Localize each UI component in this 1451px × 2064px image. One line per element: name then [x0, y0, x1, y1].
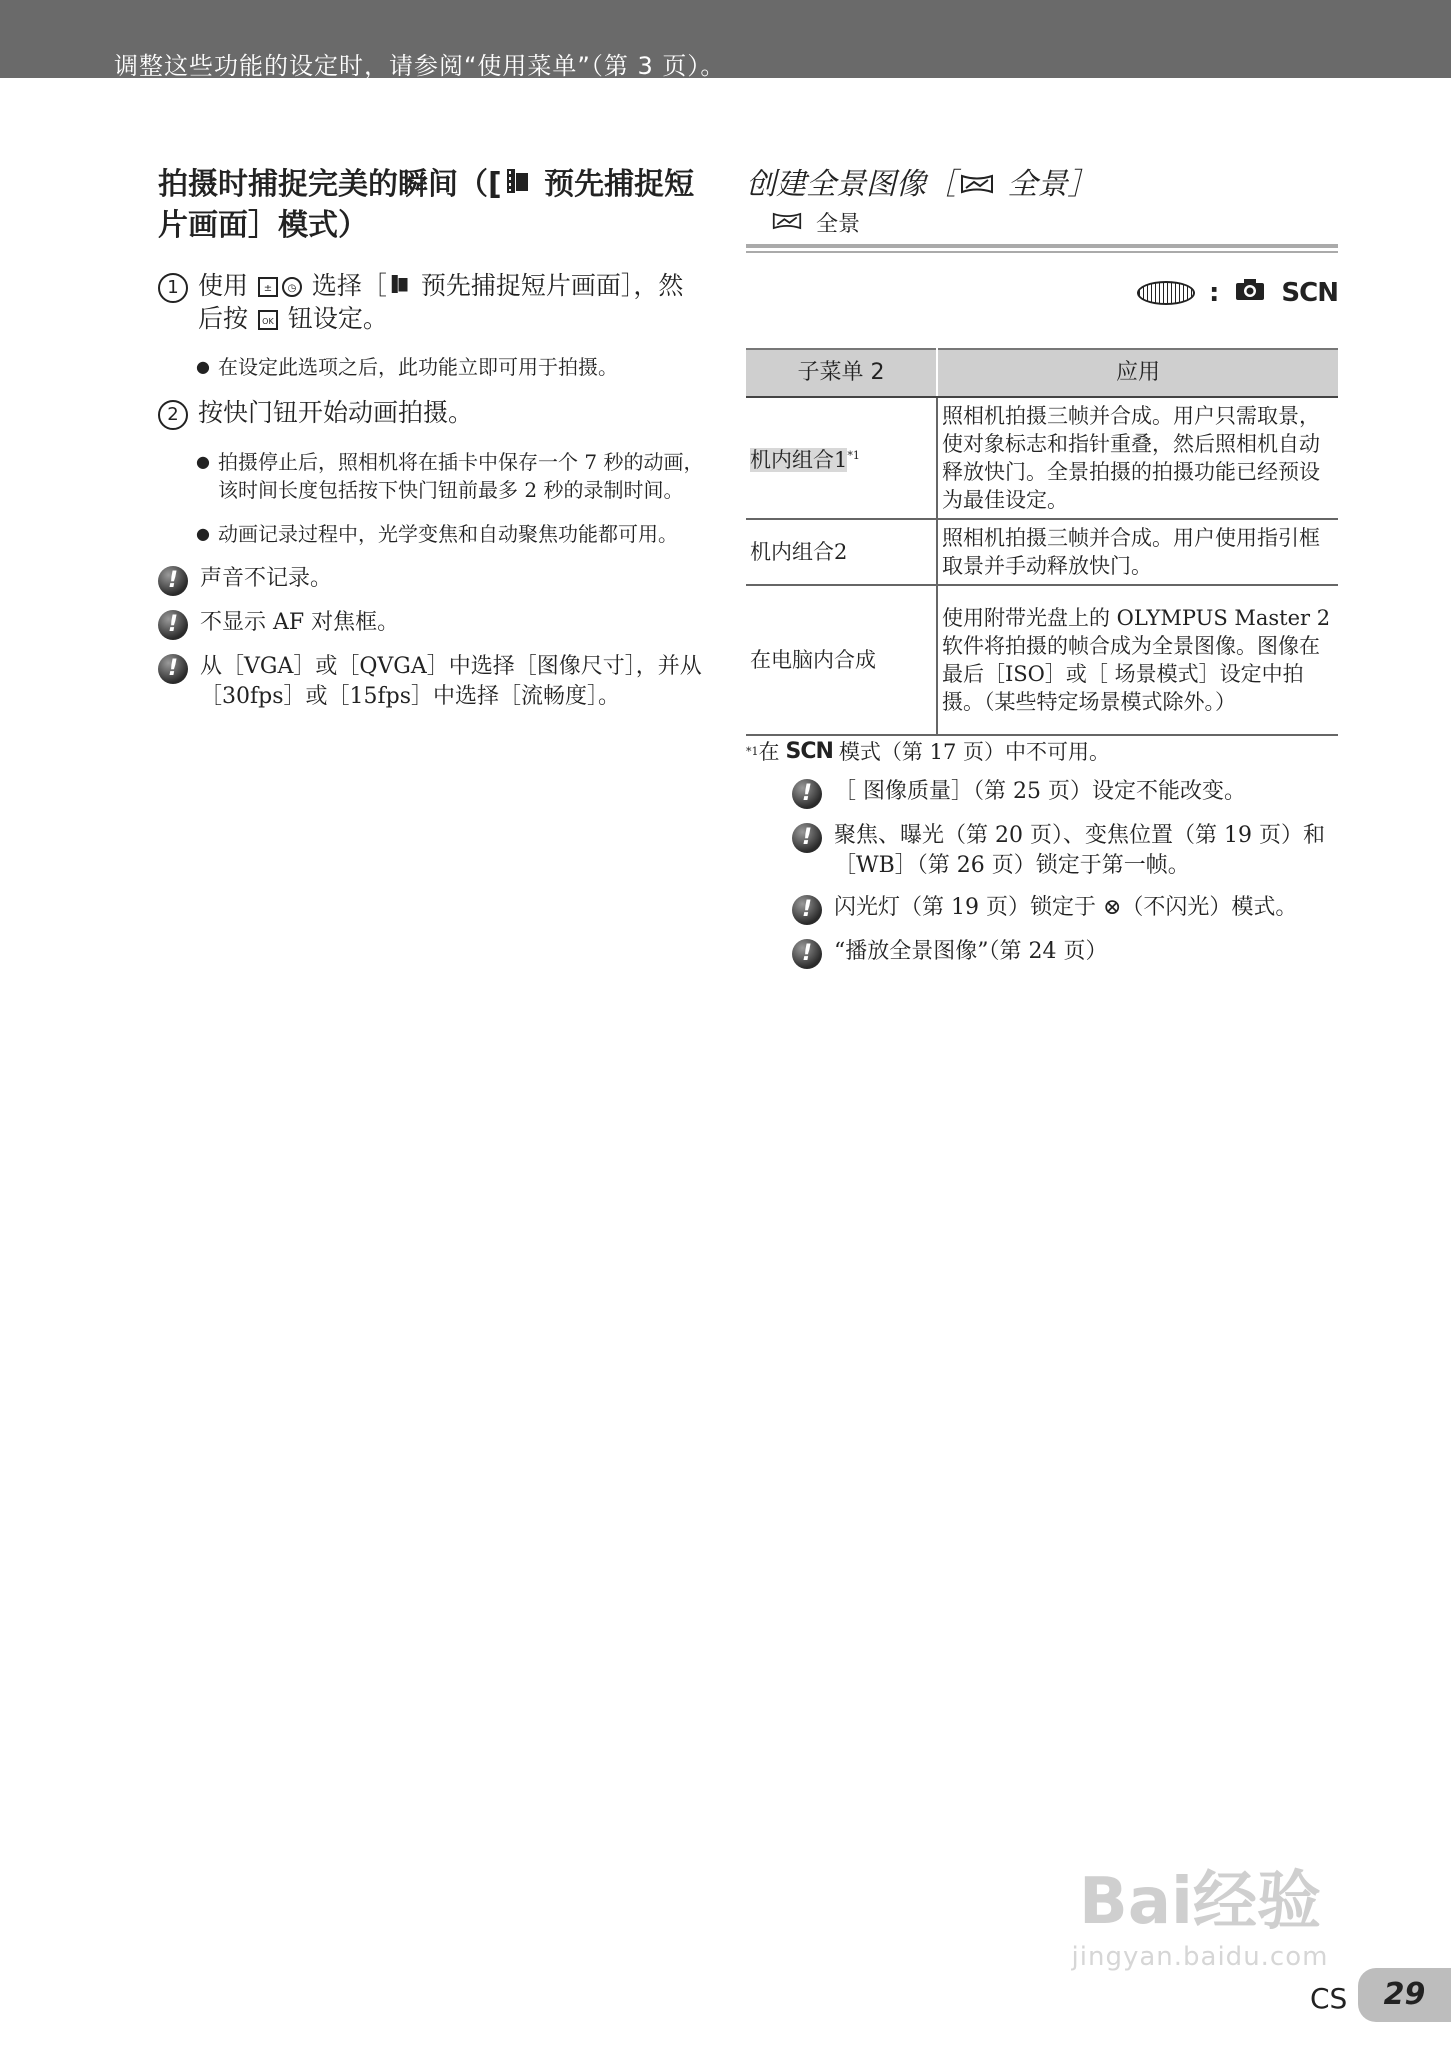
step-1	[158, 270, 706, 335]
panorama-notes	[792, 777, 1338, 981]
watermark-url: jingyan.baidu.com	[1071, 1942, 1329, 1972]
table-row	[746, 397, 1338, 519]
table-header: 子菜单 2	[746, 349, 937, 397]
subtitle-text: 全景	[816, 211, 861, 237]
panorama-icon	[960, 166, 994, 206]
page-number: 29	[1358, 1968, 1451, 2022]
step-2-bullet-2	[196, 520, 706, 548]
step-2-text: 按快门钮开始动画拍摄。	[198, 397, 474, 427]
divider	[746, 251, 1338, 253]
step-2-bullet-1	[196, 448, 706, 504]
step1-text-a: 使用	[198, 270, 256, 300]
bullet-dot: ●	[196, 523, 210, 543]
divider	[746, 244, 1338, 248]
step-1-bullet	[196, 353, 706, 381]
table-header: 应用	[937, 349, 1338, 397]
func-ok-icon: OK	[258, 310, 278, 330]
note-text: 从［VGA］或［QVGA］中选择［图像尺寸］，并从［30fps］或［15fps］中选择［流畅度］。	[200, 653, 702, 709]
section-title-precapture	[158, 165, 706, 246]
panorama-submenu-table	[746, 348, 1338, 736]
note-text: “播放全景图像”（第 24 页）	[834, 939, 1108, 964]
warning-icon: !	[792, 939, 822, 969]
panorama-icon	[772, 210, 802, 240]
warning-icon: !	[158, 654, 188, 684]
watermark-logo-text: Bai经验	[1079, 1865, 1321, 1939]
exposure-icon: ±	[258, 277, 278, 297]
mode-dial-icon	[1137, 281, 1195, 305]
table-header-row	[746, 349, 1338, 397]
header-text: 调整这些功能的设定时，请参阅“使用菜单”（第 3 页）。	[114, 52, 726, 80]
step-number-2: 2	[158, 400, 188, 430]
warning-icon: !	[792, 895, 822, 925]
footnote-text-2: 模式（第 17 页）中不可用。	[838, 740, 1110, 764]
title-text-2: 全景］	[998, 167, 1098, 202]
page-header-bar	[0, 0, 1451, 78]
step-1-text	[198, 270, 706, 335]
mode-indicator	[1137, 277, 1338, 308]
table-cell-desc: 照相机拍摄三帧并合成。用户使用指引框取景并手动释放快门。	[937, 519, 1338, 585]
note-text: 聚焦、曝光（第 20 页）、变焦位置（第 19 页）和［WB］（第 26 页）锁定于第一帧。	[834, 823, 1325, 878]
note-text: 声音不记录。	[200, 565, 333, 591]
timer-icon: ◷	[282, 277, 302, 297]
note-text: 不显示 AF 对焦框。	[200, 609, 400, 635]
note-1	[158, 564, 706, 596]
step-2	[158, 397, 706, 430]
step1-text-b: 选择［	[303, 270, 387, 300]
warning-icon: !	[158, 566, 188, 596]
bullet-text: 拍摄停止后，照相机将在插卡中保存一个 7 秒的动画，该时间长度包括按下快门钮前最多 2 秒的录制时间。	[218, 449, 704, 502]
note-text: 闪光灯（第 19 页）锁定于 ⊗（不闪光）模式。	[834, 895, 1298, 920]
row-name: 机内组合1	[750, 448, 848, 472]
note-3	[792, 893, 1338, 925]
note-4	[792, 937, 1338, 969]
warning-icon: !	[158, 610, 188, 640]
footnote	[746, 737, 1110, 767]
left-column	[158, 165, 706, 724]
bullet-dot: ●	[196, 451, 210, 471]
section-title-panorama	[746, 165, 1338, 206]
bullet-text: 在设定此选项之后，此功能立即可用于拍摄。	[218, 354, 618, 379]
mode-separator: :	[1209, 277, 1220, 308]
step1-text-d: 钮设定。	[279, 303, 388, 333]
footnote-text-1: 在	[758, 740, 780, 764]
warning-icon: !	[792, 779, 822, 809]
note-2	[792, 821, 1338, 881]
note-2	[158, 608, 706, 640]
footnote-ref: *1	[847, 449, 860, 462]
table-cell-desc: 使用附带光盘上的 OLYMPUS Master 2 软件将拍摄的帧合成为全景图像。图像在最后［ISO］或［ 场景模式］设定中拍摄。（某些特定场景模式除外。）	[937, 585, 1338, 735]
pre-capture-movie-icon	[506, 166, 530, 206]
step-number-1: 1	[158, 273, 188, 303]
table-cell-name	[746, 397, 937, 519]
scn-label: SCN	[1281, 277, 1338, 308]
right-column	[746, 165, 1338, 966]
title-text-1: 拍摄时捕捉完美的瞬间（[	[158, 167, 502, 202]
title-text-2: 预先捕捉短片画面］模式）	[158, 167, 695, 243]
bullet-dot: ●	[196, 356, 210, 376]
bullet-text: 动画记录过程中，光学变焦和自动聚焦功能都可用。	[218, 521, 678, 546]
title-text-1: 创建全景图像［	[746, 167, 956, 202]
warning-icon: !	[792, 823, 822, 853]
language-code: CS	[1310, 1982, 1348, 2015]
table-row	[746, 585, 1338, 735]
footnote-mark: *1	[746, 745, 759, 758]
table-cell-name: 在电脑内合成	[746, 585, 937, 735]
note-text: ［ 图像质量］（第 25 页）设定不能改变。	[834, 779, 1246, 804]
table-row	[746, 519, 1338, 585]
note-3	[158, 652, 706, 712]
table-cell-name: 机内组合2	[746, 519, 937, 585]
camera-icon	[1235, 277, 1265, 308]
table-cell-desc: 照相机拍摄三帧并合成。用户只需取景，使对象标志和指针重叠，然后照相机自动释放快门。全景拍摄的拍摄功能已经预设为最佳设定。	[937, 397, 1338, 519]
pre-capture-movie-icon	[391, 271, 409, 303]
panorama-subtitle	[746, 210, 1338, 240]
scn-label: SCN	[785, 739, 833, 764]
step1-text-c: 预先捕捉短片画面］，然后按	[198, 270, 684, 333]
note-1	[792, 777, 1338, 809]
